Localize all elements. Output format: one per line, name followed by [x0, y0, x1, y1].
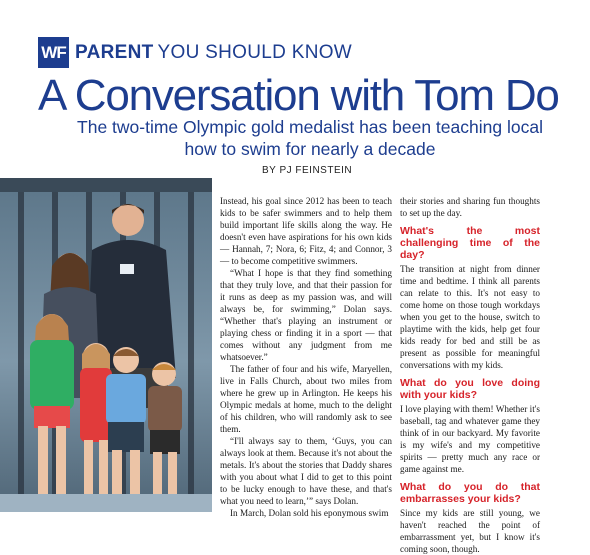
- paragraph-2: “What I hope is that they find something that they truly love, and that their passion for it runs as deep as my passion was, and will always be, for swimming,” Dolan says. “Whether that's playing an instrument or playing chess or finding it in a sport — that comes without any judgment from me whatsoever.”: [220, 268, 392, 362]
- paragraph-3: The father of four and his wife, Maryellen, live in Falls Church, about two miles from where he grew up in Arlington. He keeps his Olympic medals at home, much to the delight of his children, who will randomly ask to see them.: [220, 364, 392, 434]
- article-column-1: [220, 195, 392, 519]
- answer-3: Since my kids are still young, we haven't reached the point of embarrassment yet, but I know it's coming soon, though.: [400, 508, 540, 554]
- subhead-line-1: The two-time Olympic gold medalist has been teaching local: [77, 117, 543, 137]
- question-2: What do you love doing with your kids?: [400, 377, 540, 401]
- column2-intro: their stories and sharing fun thoughts to set up the day.: [400, 196, 540, 218]
- question-3: What do you do that embarrasses your kids?: [400, 481, 540, 505]
- kicker-you-should-know: YOU SHOULD KNOW: [157, 41, 353, 63]
- question-1: What's the most challenging time of the day?: [400, 225, 540, 261]
- family-photo: [0, 178, 212, 512]
- subhead-line-2: how to swim for nearly a decade: [184, 139, 436, 159]
- article-subhead: [30, 116, 590, 160]
- section-kicker: [75, 42, 352, 64]
- paragraph-5: In March, Dolan sold his eponymous swim: [230, 508, 389, 518]
- section-header: [38, 37, 352, 68]
- answer-1: The transition at night from dinner time and bedtime. I think all parents can relate to this. It's not easy to come home on those tough workdays when you get to the house, switch to playtime with the kids, help get four kids ready for bed and still be as present as possible for meaningful conversations with my kids.: [400, 264, 540, 370]
- article-byline: BY PJ FEINSTEIN: [262, 165, 353, 176]
- article-column-2: [400, 195, 540, 555]
- answer-2: I love playing with them! Whether it's baseball, tag and whatever game they think of in our backyard. My favorite is my wife's and my competitive spirits — pretty much any race or game against me.: [400, 404, 540, 474]
- family-photo-illustration: [0, 178, 212, 512]
- wf-logo: WF: [38, 37, 69, 68]
- article-headline: A Conversation with Tom Do: [38, 71, 559, 120]
- paragraph-1: Instead, his goal since 2012 has been to teach kids to be safer swimmers and to help them build important life skills along the way. He doesn't even have aspirations for his own kids — Hannah, 7; Nora, 6; Fitz, 4; and Connor, 3 — to become competitive swimmers.: [220, 196, 392, 266]
- kicker-parent: PARENT: [75, 41, 154, 63]
- paragraph-4: “I'll always say to them, ‘Guys, you can always look at them. Because it's not about the metals. It's about the stories that Daddy shares with you about what I did to get to this point to be lucky enough to have these, and that's what you need to learn,’” says Dolan.: [220, 436, 392, 506]
